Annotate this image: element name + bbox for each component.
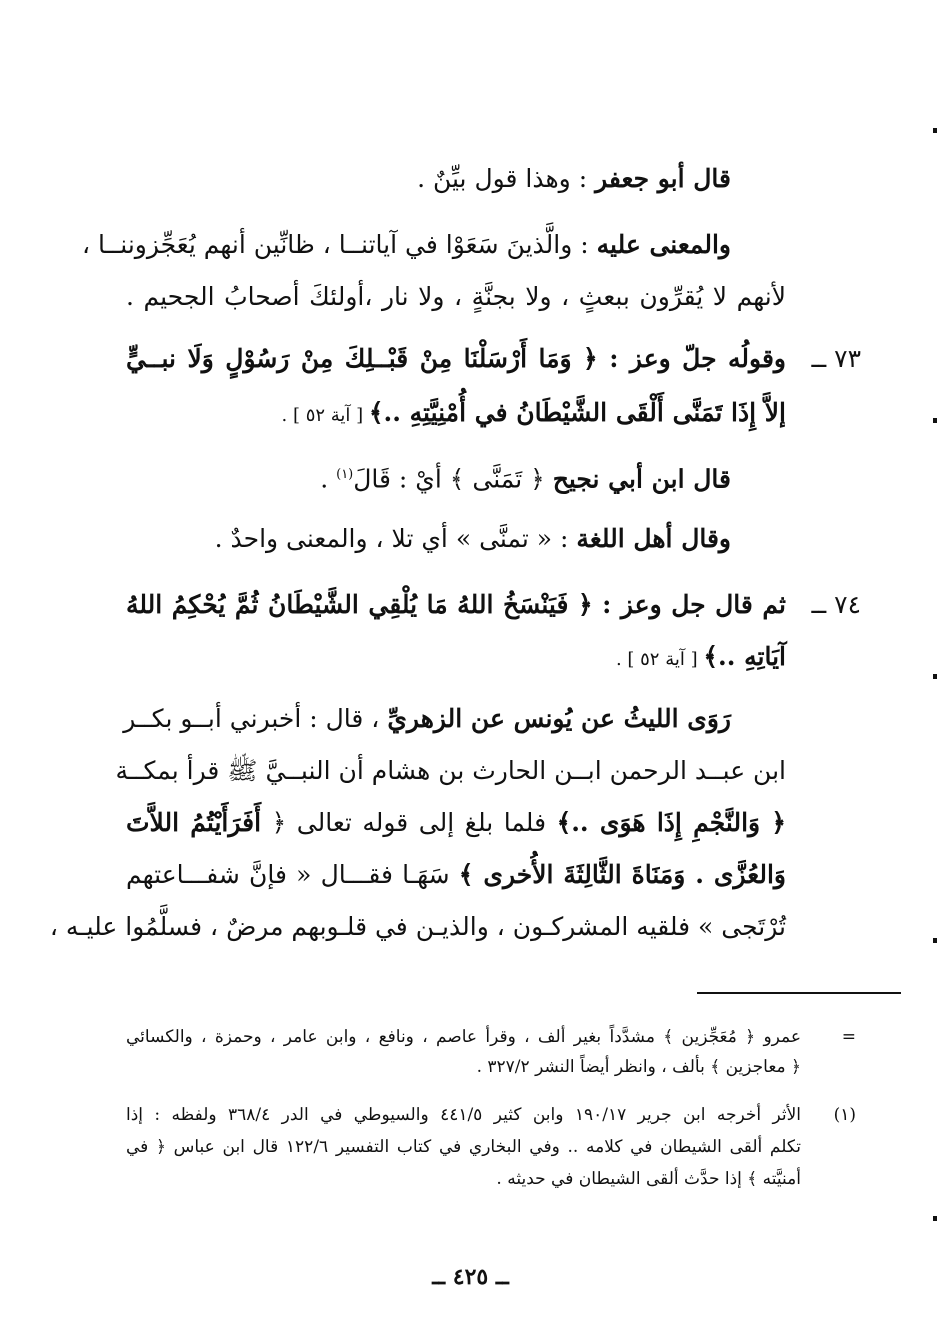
quran-verse: : ﴿ فَيَنْسَخُ اللهُ مَا يُلْقِي الشَّيْطَانُ ثُمَّ يُحْكِمُ اللهُ bbox=[126, 590, 621, 619]
speaker-label: وقولُه جلّ وعز bbox=[629, 344, 786, 373]
text-line bbox=[131, 458, 731, 496]
text-line bbox=[131, 522, 731, 556]
scan-speck bbox=[933, 674, 937, 679]
scan-speck bbox=[933, 1216, 937, 1221]
text-run: ﴿ تَمَنَّى ﴾ أيْ : قَالَ bbox=[353, 464, 553, 494]
text-run: سَهَـا فقـــال « فإنَّ شفـــاعتهم bbox=[126, 860, 459, 889]
footnote-line: عمرو ﴿ مُعَجِّزين ﴾ مشدَّداً بغير ألف ، وقرأ عاصم ، ونافع ، وابن عامر ، وحمزة ، والكسائي bbox=[126, 1027, 801, 1047]
text-line bbox=[123, 702, 731, 736]
footnote-line: الأثر أخرجه ابن جرير ١٩٠/١٧ وابن كثير ٤٤١/٥ والسيوطي في الدر ٣٦٨/٤ ولفظه : إذا bbox=[126, 1105, 801, 1125]
text-line bbox=[126, 396, 786, 433]
speaker-label: ثم قال جل وعز bbox=[620, 590, 786, 619]
text-run: ، قال : أخبرني أبــو بكــر bbox=[123, 704, 388, 733]
speaker-label: وقال أهل اللغة bbox=[576, 524, 731, 553]
text-run: لأنهم لا يُقرِّون ببعثٍ ، ولا بجنَّةٍ ، ولا نار ،أولئكَ أصحابُ الجحيم . bbox=[126, 282, 786, 311]
footnote-continuation-mark: = bbox=[841, 1027, 856, 1047]
footnote-number: (١) bbox=[833, 1105, 856, 1125]
text-run: تُرْتَجى » فلقيه المشركـون ، والذيـن في قلـوبهم مرضٌ ، فسلَّمُوا عليـه ، bbox=[49, 912, 786, 941]
scan-speck bbox=[933, 938, 937, 943]
text-run: : « تمنَّى » أي تلا ، والمعنى واحدٌ . bbox=[214, 524, 577, 553]
narration-chain: رَوَى الليثُ عن يُونس عن الزهريِّ bbox=[387, 704, 731, 733]
text-run: . bbox=[320, 464, 337, 494]
verse-reference: [ آية ٥٢ ] . bbox=[615, 649, 704, 670]
text-line bbox=[126, 588, 786, 622]
page-number: ــ ٤٢٥ ــ bbox=[432, 1264, 509, 1290]
text-line bbox=[126, 342, 786, 376]
text-line bbox=[131, 162, 731, 196]
entry-number: ٧٣ ــ bbox=[811, 344, 861, 373]
footnote-reference[interactable]: (١) bbox=[336, 467, 354, 482]
text-line bbox=[126, 806, 786, 840]
footnote-line: أمنيَّته ﴾ إذا حدَّث ألقى الشيطان في حديثه . bbox=[496, 1169, 801, 1189]
footnote-separator bbox=[697, 992, 901, 994]
text-line bbox=[126, 640, 786, 677]
quran-verse: وَالعُزَّى . وَمَنَاةَ الثَّالِثَةَ الأُخرى ﴾ bbox=[458, 860, 786, 889]
verse-reference: [ آية ٥٢ ] . bbox=[281, 405, 369, 426]
quran-verse: أَفَرَأَيْتُمُ اللاَّتَ bbox=[126, 808, 262, 837]
text-line bbox=[49, 910, 786, 944]
speaker-label: قال أبو جعفر bbox=[595, 164, 731, 193]
text-run: ابن عبــد الرحمن ابــن الحارث بن هشام أن النبــيَّ ﷺ قرأ بمكــة bbox=[115, 756, 786, 785]
text-line bbox=[115, 754, 786, 788]
text-run: : وهذا قول بيِّنٌ . bbox=[417, 164, 596, 193]
text-line bbox=[82, 228, 731, 262]
entry-number: ٧٤ ــ bbox=[811, 590, 861, 619]
quran-verse: إلاَّ إِذَا تَمَنَّى أَلْقَى الشَّيْطَانُ في أُمْنِيَّتِهِ ..﴾ bbox=[368, 398, 786, 427]
footnote-line: تكلم ألقى الشيطان في كلامه .. وفي البخاري في كتاب التفسير ١٢٢/٦ قال ابن عباس ﴿ في bbox=[126, 1137, 801, 1157]
text-run: : والَّذينَ سَعَوْا في آياتنــا ، ظانِّين أنهم يُعَجِّزوننــا ، bbox=[82, 230, 597, 259]
text-line bbox=[126, 280, 786, 314]
footnote-line: ﴿ معاجزين ﴾ بألف ، وانظر أيضاً النشر ٣٢٧/٢ . bbox=[476, 1057, 801, 1077]
quran-verse: آيَاتِهِ ..﴾ bbox=[703, 642, 786, 671]
speaker-label: والمعنى عليه bbox=[596, 230, 731, 259]
scan-speck bbox=[933, 418, 937, 423]
speaker-label: قال ابن أبي نجيح bbox=[552, 464, 731, 494]
text-run: فلما بلغ إلى قوله تعالى ﴿ bbox=[261, 808, 557, 837]
text-line bbox=[126, 858, 786, 892]
scan-speck bbox=[933, 128, 937, 133]
quran-verse: : ﴿ وَمَا أَرْسَلْنَا مِنْ قَبْــلِكَ مِنْ رَسُوْلٍ وَلَا نبــيٍّ bbox=[126, 344, 630, 373]
quran-verse: ﴿ وَالنَّجْمِ إِذَا هَوَى ..﴾ bbox=[556, 808, 787, 837]
